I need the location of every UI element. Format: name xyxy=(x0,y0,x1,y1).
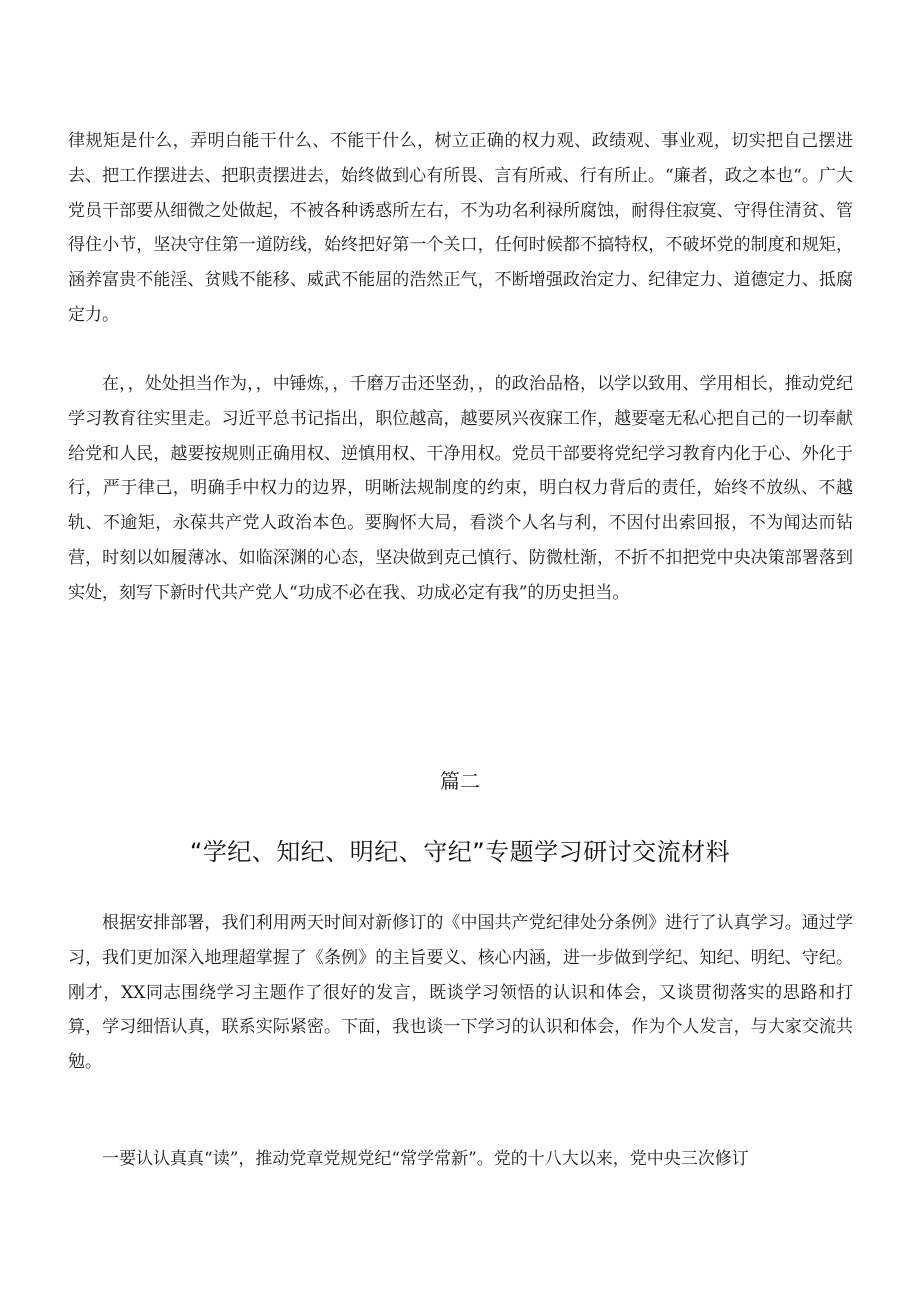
paragraph-point-one: 一要认认真真“读”，推动党章党规党纪“常学常新”。党的十八大以来，党中央三次修订 xyxy=(102,1149,749,1169)
paragraph-responsibility: 在，，处处担当作为，，中锤炼，，千磨万击还坚劲，，的政治品格，以学以致用、学用相长，推动党纪学习教育往实里走。习近平总书记指出，职位越高，越要夙兴夜寐工作，越要毫无私心把自己的一切奉献给党和人民，越要按规则正确用权、逆慎用权、干净用权。党员干部要将党纪学习教育内化于心、外化于行，严于律己，明确手中权力的边界，明晰法规制度的约束，明白权力背后的责任，始终不放纵、不越轨、不逾矩，永葆共产党人政治本色。要胸怀大局，看淡个人名与利，不因付出索回报，不为闻达而钻营，时刻以如履薄冰、如临深渊的心态，坚决做到克己慎行、防微杜渐，不折不扣把党中央决策部署落到实处，刻写下新时代共产党人“功成不必在我、功成必定有我”的历史担当。 xyxy=(68,374,853,603)
document-title: “学纪、知纪、明纪、守纪”专题学习研讨交流材料 xyxy=(189,838,731,866)
paragraph-discipline-rules: 律规矩是什么，弄明白能干什么、不能干什么，树立正确的权力观、政绩观、事业观，切实把自己摆进去、把工作摆进去、把职责摆进去，始终做到心有所畏、言有所戒、行有所止。“廉者，政之本也“。广大党员干部要从细微之处做起，不被各种诱惑所左右，不为功名利禄所腐蚀，耐得住寂寞、守得住清贫、管得住小节，坚决守住第一道防线，始终把好第一个关口，任何时候都不搞特权，不破坏党的制度和规矩，涵养富贵不能淫、贫贱不能移、威武不能屈的浩然正气，不断增强政治定力、纪律定力、道德定力、抵腐定力。 xyxy=(68,131,853,325)
section-label: 篇二 xyxy=(440,769,480,793)
paragraph-introduction: 根据安排部署，我们利用两天时间对新修订的《中国共产党纪律处分条例》进行了认真学习。通过学习，我们更加深入地理超掌握了《条例》的主旨要义、核心内涵，进一步做到学纪、知纪、明纪、守纪。刚才，XX同志围绕学习主题作了很好的发言，既谈学习领悟的认识和体会，又谈贯彻落实的思路和打算，学习细悟认真，联系实际紧密。下面，我也谈一下学习的认识和体会，作为个人发言，与大家交流共勉。 xyxy=(68,913,853,1073)
